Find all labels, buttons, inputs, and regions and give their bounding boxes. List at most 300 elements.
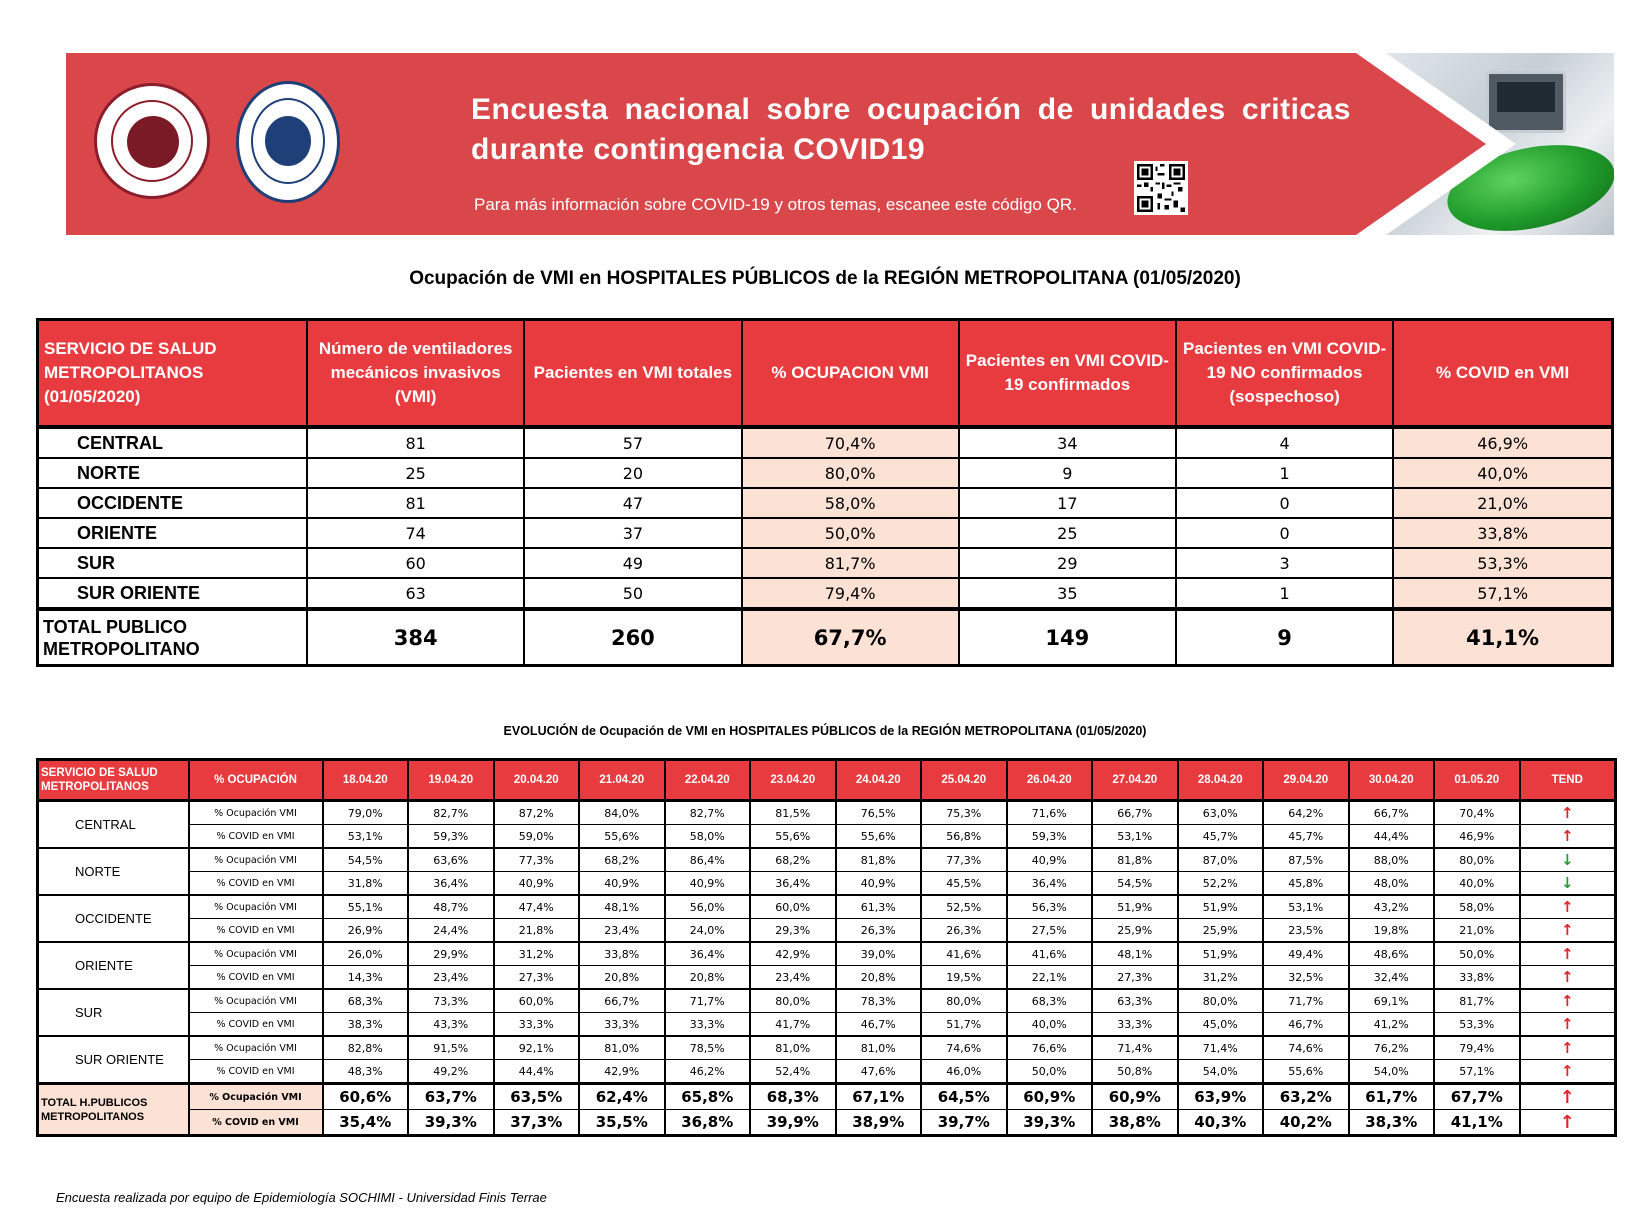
table-cell: 76,2% (1349, 1036, 1435, 1060)
table-cell: 49,4% (1263, 942, 1349, 966)
table-row (38, 518, 1613, 548)
table-cell: 80,0% (1434, 848, 1520, 872)
table-cell: 78,3% (836, 989, 922, 1013)
total-cell: 67,1% (836, 1084, 922, 1110)
table-cell: 59,0% (494, 825, 580, 849)
table-cell: 33,3% (1092, 1013, 1178, 1037)
table-cell: 42,9% (579, 1060, 665, 1084)
trend-up-icon: ↑ (1520, 942, 1616, 966)
table-cell: 92,1% (494, 1036, 580, 1060)
table1-title: Ocupación de VMI en HOSPITALES PÚBLICOS de la REGIÓN METROPOLITANA (01/05/2020) (409, 268, 1241, 289)
table-cell: 57,1% (1393, 578, 1612, 609)
table-cell: 46,0% (921, 1060, 1007, 1084)
table-cell: 21,0% (1393, 488, 1612, 518)
ventilator-monitor-image (1486, 71, 1566, 133)
column-header: TEND (1520, 760, 1616, 801)
table-cell: 36,4% (750, 872, 836, 896)
table-cell: 81,8% (836, 848, 922, 872)
table-cell: 79,0% (323, 801, 409, 825)
table-cell: 52,4% (750, 1060, 836, 1084)
table-cell: 74,6% (1263, 1036, 1349, 1060)
table-cell: 68,3% (323, 989, 409, 1013)
table-cell: 87,5% (1263, 848, 1349, 872)
table-cell: 53,1% (1092, 825, 1178, 849)
table-cell: 33,8% (1434, 966, 1520, 990)
service-name: SUR (38, 989, 189, 1036)
service-name: CENTRAL (38, 801, 189, 849)
table-cell: 82,7% (408, 801, 494, 825)
table-cell: 0 (1176, 488, 1393, 518)
table-cell: 81,7% (742, 548, 959, 578)
table-cell: 3 (1176, 548, 1393, 578)
service-name: CENTRAL (38, 427, 308, 458)
total-cell: 40,3% (1178, 1110, 1264, 1136)
table-cell: 58,0% (742, 488, 959, 518)
table-cell: 64,2% (1263, 801, 1349, 825)
table-cell: 36,4% (1007, 872, 1093, 896)
table-cell: 68,2% (750, 848, 836, 872)
total-cell: 63,5% (494, 1084, 580, 1110)
table-cell: 60 (307, 548, 524, 578)
table-cell: 80,0% (1178, 989, 1264, 1013)
service-name: NORTE (38, 848, 189, 895)
total-cell: 39,7% (921, 1110, 1007, 1136)
table-cell: 48,3% (323, 1060, 409, 1084)
table-row (38, 825, 1616, 849)
table-cell: 57 (524, 427, 741, 458)
total-cell: 62,4% (579, 1084, 665, 1110)
table-cell: 63 (307, 578, 524, 609)
metric-label: % COVID en VMI (189, 966, 323, 990)
total-label: TOTAL PUBLICO METROPOLITANO (38, 609, 308, 666)
service-name: ORIENTE (38, 518, 308, 548)
table-cell: 24,0% (665, 919, 751, 943)
metric-label: % COVID en VMI (189, 825, 323, 849)
trend-up-icon: ↑ (1520, 1084, 1616, 1110)
table-cell: 45,7% (1263, 825, 1349, 849)
total-cell: 35,4% (323, 1110, 409, 1136)
table-cell: 53,3% (1393, 548, 1612, 578)
table-cell: 33,3% (665, 1013, 751, 1037)
table-cell: 32,5% (1263, 966, 1349, 990)
table-cell: 29 (959, 548, 1176, 578)
table2-title: EVOLUCIÓN de Ocupación de VMI en HOSPITALES PÚBLICOS de la REGIÓN METROPOLITANA (01/05/2020) (503, 724, 1147, 738)
table-cell: 55,6% (1263, 1060, 1349, 1084)
table-cell: 81,0% (836, 1036, 922, 1060)
table-row (38, 1060, 1616, 1084)
table-cell: 50 (524, 578, 741, 609)
table-cell: 49 (524, 548, 741, 578)
column-header: 21.04.20 (579, 760, 665, 801)
total-cell: 39,3% (408, 1110, 494, 1136)
service-name: SUR ORIENTE (38, 578, 308, 609)
table-cell: 47 (524, 488, 741, 518)
table-cell: 46,7% (1263, 1013, 1349, 1037)
table-cell: 24,4% (408, 919, 494, 943)
table-cell: 57,1% (1434, 1060, 1520, 1084)
table-row (38, 895, 1616, 919)
column-header: 26.04.20 (1007, 760, 1093, 801)
table-cell: 54,5% (1092, 872, 1178, 896)
column-header: 25.04.20 (921, 760, 1007, 801)
table-cell: 1 (1176, 578, 1393, 609)
trend-up-icon: ↑ (1520, 1013, 1616, 1037)
total-row (38, 1084, 1616, 1110)
table-cell: 81,7% (1434, 989, 1520, 1013)
trend-up-icon: ↑ (1520, 1110, 1616, 1136)
table-cell: 60,0% (494, 989, 580, 1013)
column-header: 23.04.20 (750, 760, 836, 801)
table-cell: 52,2% (1178, 872, 1264, 896)
table-cell: 48,0% (1349, 872, 1435, 896)
trend-up-icon: ↑ (1520, 919, 1616, 943)
total-cell: 37,3% (494, 1110, 580, 1136)
column-header: % OCUPACIÓN (189, 760, 323, 801)
table-cell: 80,0% (921, 989, 1007, 1013)
table-cell: 33,3% (494, 1013, 580, 1037)
total-cell: 67,7% (742, 609, 959, 666)
table-cell: 33,8% (579, 942, 665, 966)
trend-up-icon: ↑ (1520, 1060, 1616, 1084)
metric-label: % COVID en VMI (189, 1013, 323, 1037)
table-cell: 82,8% (323, 1036, 409, 1060)
table-cell: 80,0% (750, 989, 836, 1013)
total-cell: 260 (524, 609, 741, 666)
table-cell: 75,3% (921, 801, 1007, 825)
total-cell: 63,2% (1263, 1084, 1349, 1110)
table-cell: 79,4% (1434, 1036, 1520, 1060)
table-cell: 40,0% (1007, 1013, 1093, 1037)
total-cell: 67,7% (1434, 1084, 1520, 1110)
table-cell: 25 (959, 518, 1176, 548)
column-header: 22.04.20 (665, 760, 751, 801)
table-cell: 50,0% (742, 518, 959, 548)
table-cell: 81 (307, 427, 524, 458)
trend-down-icon: ↓ (1520, 872, 1616, 896)
table-row (38, 989, 1616, 1013)
table-cell: 45,8% (1263, 872, 1349, 896)
service-name: OCCIDENTE (38, 488, 308, 518)
table-cell: 88,0% (1349, 848, 1435, 872)
trend-up-icon: ↑ (1520, 895, 1616, 919)
table-cell: 47,6% (836, 1060, 922, 1084)
table-cell: 71,4% (1178, 1036, 1264, 1060)
table-cell: 74,6% (921, 1036, 1007, 1060)
total-cell: 39,9% (750, 1110, 836, 1136)
column-header: 18.04.20 (323, 760, 409, 801)
table-cell: 23,4% (408, 966, 494, 990)
column-header: 24.04.20 (836, 760, 922, 801)
table-cell: 63,3% (1092, 989, 1178, 1013)
column-header: Pacientes en VMI totales (524, 320, 741, 428)
table-cell: 48,6% (1349, 942, 1435, 966)
table-cell: 17 (959, 488, 1176, 518)
table-cell: 87,0% (1178, 848, 1264, 872)
table-cell: 81 (307, 488, 524, 518)
table-cell: 54,0% (1349, 1060, 1435, 1084)
total-cell: 60,9% (1092, 1084, 1178, 1110)
table-cell: 40,9% (494, 872, 580, 896)
table-cell: 35 (959, 578, 1176, 609)
column-header: 27.04.20 (1092, 760, 1178, 801)
table-row (38, 966, 1616, 990)
table-cell: 66,7% (1092, 801, 1178, 825)
table-cell: 53,3% (1434, 1013, 1520, 1037)
table-cell: 32,4% (1349, 966, 1435, 990)
service-name: NORTE (38, 458, 308, 488)
table-cell: 40,9% (1007, 848, 1093, 872)
table-cell: 50,0% (1007, 1060, 1093, 1084)
metric-label: % Ocupación VMI (189, 848, 323, 872)
total-cell: 39,3% (1007, 1110, 1093, 1136)
table-cell: 71,4% (1092, 1036, 1178, 1060)
table-cell: 55,6% (836, 825, 922, 849)
table-row (38, 848, 1616, 872)
table-cell: 36,4% (408, 872, 494, 896)
table-cell: 26,3% (836, 919, 922, 943)
table-row (38, 919, 1616, 943)
table-cell: 56,8% (921, 825, 1007, 849)
table-cell: 41,7% (750, 1013, 836, 1037)
column-header: 28.04.20 (1178, 760, 1264, 801)
table-cell: 21,0% (1434, 919, 1520, 943)
table-cell: 44,4% (494, 1060, 580, 1084)
table-cell: 38,3% (323, 1013, 409, 1037)
table-cell: 23,4% (750, 966, 836, 990)
metric-label: % Ocupación VMI (189, 801, 323, 825)
sochimi-logo (94, 83, 210, 199)
service-name: OCCIDENTE (38, 895, 189, 942)
column-header: SERVICIO DE SALUD METROPOLITANOS (38, 760, 189, 801)
table-cell: 58,0% (665, 825, 751, 849)
table-cell: 27,3% (1092, 966, 1178, 990)
total-cell: 41,1% (1393, 609, 1612, 666)
table-cell: 36,4% (665, 942, 751, 966)
table-row (38, 801, 1616, 825)
table-cell: 40,9% (579, 872, 665, 896)
table-row (38, 578, 1613, 609)
table-cell: 50,0% (1434, 942, 1520, 966)
table-cell: 40,9% (665, 872, 751, 896)
total-cell: 38,9% (836, 1110, 922, 1136)
table-cell: 19,5% (921, 966, 1007, 990)
table-cell: 20,8% (836, 966, 922, 990)
table-cell: 53,1% (323, 825, 409, 849)
table-cell: 1 (1176, 458, 1393, 488)
header-banner (66, 53, 1614, 235)
occupancy-table (36, 318, 1614, 667)
metric-label: % Ocupación VMI (189, 942, 323, 966)
table-cell: 68,2% (579, 848, 665, 872)
table-cell: 55,6% (579, 825, 665, 849)
table-cell: 60,0% (750, 895, 836, 919)
total-cell: 63,7% (408, 1084, 494, 1110)
table-cell: 51,9% (1178, 942, 1264, 966)
total-cell: 384 (307, 609, 524, 666)
column-header: 30.04.20 (1349, 760, 1435, 801)
table-cell: 69,1% (1349, 989, 1435, 1013)
table-cell: 45,0% (1178, 1013, 1264, 1037)
trend-down-icon: ↓ (1520, 848, 1616, 872)
table-cell: 25,9% (1178, 919, 1264, 943)
table-cell: 79,4% (742, 578, 959, 609)
table-row (38, 488, 1613, 518)
trend-up-icon: ↑ (1520, 966, 1616, 990)
total-cell: 40,2% (1263, 1110, 1349, 1136)
metric-label: % Ocupación VMI (189, 1036, 323, 1060)
table-cell: 91,5% (408, 1036, 494, 1060)
table-cell: 26,3% (921, 919, 1007, 943)
table2-header-row (38, 760, 1616, 801)
trend-up-icon: ↑ (1520, 825, 1616, 849)
table-cell: 46,2% (665, 1060, 751, 1084)
table-cell: 56,3% (1007, 895, 1093, 919)
table-row (38, 1036, 1616, 1060)
total-cell: 9 (1176, 609, 1393, 666)
table-cell: 0 (1176, 518, 1393, 548)
table-cell: 63,6% (408, 848, 494, 872)
footer-note: Encuesta realizada por equipo de Epidemiología SOCHIMI - Universidad Finis Terrae (56, 1190, 547, 1205)
total-cell: 38,3% (1349, 1110, 1435, 1136)
total-row (38, 1110, 1616, 1136)
column-header: Pacientes en VMI COVID-19 confirmados (959, 320, 1176, 428)
table-cell: 9 (959, 458, 1176, 488)
table-cell: 51,9% (1092, 895, 1178, 919)
total-cell: 61,7% (1349, 1084, 1435, 1110)
table-cell: 45,7% (1178, 825, 1264, 849)
table-cell: 80,0% (742, 458, 959, 488)
table-cell: 31,2% (1178, 966, 1264, 990)
table-cell: 37 (524, 518, 741, 548)
table-cell: 74 (307, 518, 524, 548)
table-cell: 58,0% (1434, 895, 1520, 919)
total-cell: 65,8% (665, 1084, 751, 1110)
table-cell: 51,9% (1178, 895, 1264, 919)
table-cell: 82,7% (665, 801, 751, 825)
table-cell: 29,9% (408, 942, 494, 966)
table-row (38, 1013, 1616, 1037)
table-cell: 33,8% (1393, 518, 1612, 548)
column-header: % OCUPACION VMI (742, 320, 959, 428)
total-cell: 68,3% (750, 1084, 836, 1110)
total-cell: 63,9% (1178, 1084, 1264, 1110)
table-cell: 48,1% (1092, 942, 1178, 966)
table-cell: 19,8% (1349, 919, 1435, 943)
table-cell: 27,3% (494, 966, 580, 990)
table-cell: 46,9% (1393, 427, 1612, 458)
table-cell: 25 (307, 458, 524, 488)
table-cell: 53,1% (1263, 895, 1349, 919)
trend-up-icon: ↑ (1520, 989, 1616, 1013)
table-cell: 61,3% (836, 895, 922, 919)
trend-up-icon: ↑ (1520, 1036, 1616, 1060)
table-cell: 87,2% (494, 801, 580, 825)
table-cell: 81,5% (750, 801, 836, 825)
service-name: SUR ORIENTE (38, 1036, 189, 1084)
total-cell: 149 (959, 609, 1176, 666)
table-cell: 20 (524, 458, 741, 488)
table-cell: 14,3% (323, 966, 409, 990)
finis-terrae-logo (236, 81, 340, 203)
table-cell: 71,7% (1263, 989, 1349, 1013)
qr-code-icon (1134, 161, 1188, 215)
trend-up-icon: ↑ (1520, 801, 1616, 825)
table-row (38, 458, 1613, 488)
table-cell: 44,4% (1349, 825, 1435, 849)
total-label: TOTAL H.PUBLICOS METROPOLITANOS (38, 1084, 189, 1136)
table-cell: 56,0% (665, 895, 751, 919)
table-cell: 49,2% (408, 1060, 494, 1084)
service-name: ORIENTE (38, 942, 189, 989)
total-cell: 35,5% (579, 1110, 665, 1136)
total-cell: 60,9% (1007, 1084, 1093, 1110)
table-cell: 54,5% (323, 848, 409, 872)
table-cell: 21,8% (494, 919, 580, 943)
table-cell: 22,1% (1007, 966, 1093, 990)
table-cell: 26,9% (323, 919, 409, 943)
table-cell: 55,6% (750, 825, 836, 849)
table-cell: 77,3% (494, 848, 580, 872)
table-cell: 55,1% (323, 895, 409, 919)
table-cell: 41,6% (1007, 942, 1093, 966)
metric-label: % COVID en VMI (189, 919, 323, 943)
table-row (38, 427, 1613, 458)
metric-label: % COVID en VMI (189, 872, 323, 896)
table-cell: 81,8% (1092, 848, 1178, 872)
table-cell: 41,6% (921, 942, 1007, 966)
total-cell: 38,8% (1092, 1110, 1178, 1136)
table-cell: 39,0% (836, 942, 922, 966)
table-cell: 71,6% (1007, 801, 1093, 825)
total-cell: 64,5% (921, 1084, 1007, 1110)
table-cell: 40,0% (1434, 872, 1520, 896)
metric-label: % Ocupación VMI (189, 895, 323, 919)
table-cell: 34 (959, 427, 1176, 458)
metric-label: % Ocupación VMI (189, 989, 323, 1013)
table-cell: 52,5% (921, 895, 1007, 919)
column-header: 29.04.20 (1263, 760, 1349, 801)
table-cell: 46,9% (1434, 825, 1520, 849)
table-row (38, 872, 1616, 896)
table-cell: 41,2% (1349, 1013, 1435, 1037)
table-cell: 29,3% (750, 919, 836, 943)
table-cell: 73,3% (408, 989, 494, 1013)
table-cell: 25,9% (1092, 919, 1178, 943)
table-cell: 70,4% (742, 427, 959, 458)
total-cell: 41,1% (1434, 1110, 1520, 1136)
table-cell: 76,5% (836, 801, 922, 825)
total-cell: 36,8% (665, 1110, 751, 1136)
table-cell: 31,2% (494, 942, 580, 966)
table-cell: 27,5% (1007, 919, 1093, 943)
service-name: SUR (38, 548, 308, 578)
table-cell: 31,8% (323, 872, 409, 896)
table-cell: 40,9% (836, 872, 922, 896)
table-cell: 23,5% (1263, 919, 1349, 943)
metric-label: % COVID en VMI (189, 1110, 323, 1136)
table-cell: 23,4% (579, 919, 665, 943)
table-cell: 59,3% (1007, 825, 1093, 849)
table-cell: 48,7% (408, 895, 494, 919)
table-cell: 50,8% (1092, 1060, 1178, 1084)
table-cell: 48,1% (579, 895, 665, 919)
table-cell: 63,0% (1178, 801, 1264, 825)
banner-title: Encuesta nacional sobre ocupación de unidades criticas durante contingencia COVID19 (471, 93, 1351, 166)
table-cell: 81,0% (579, 1036, 665, 1060)
column-header: % COVID en VMI (1393, 320, 1612, 428)
column-header: 01.05.20 (1434, 760, 1520, 801)
table-cell: 51,7% (921, 1013, 1007, 1037)
